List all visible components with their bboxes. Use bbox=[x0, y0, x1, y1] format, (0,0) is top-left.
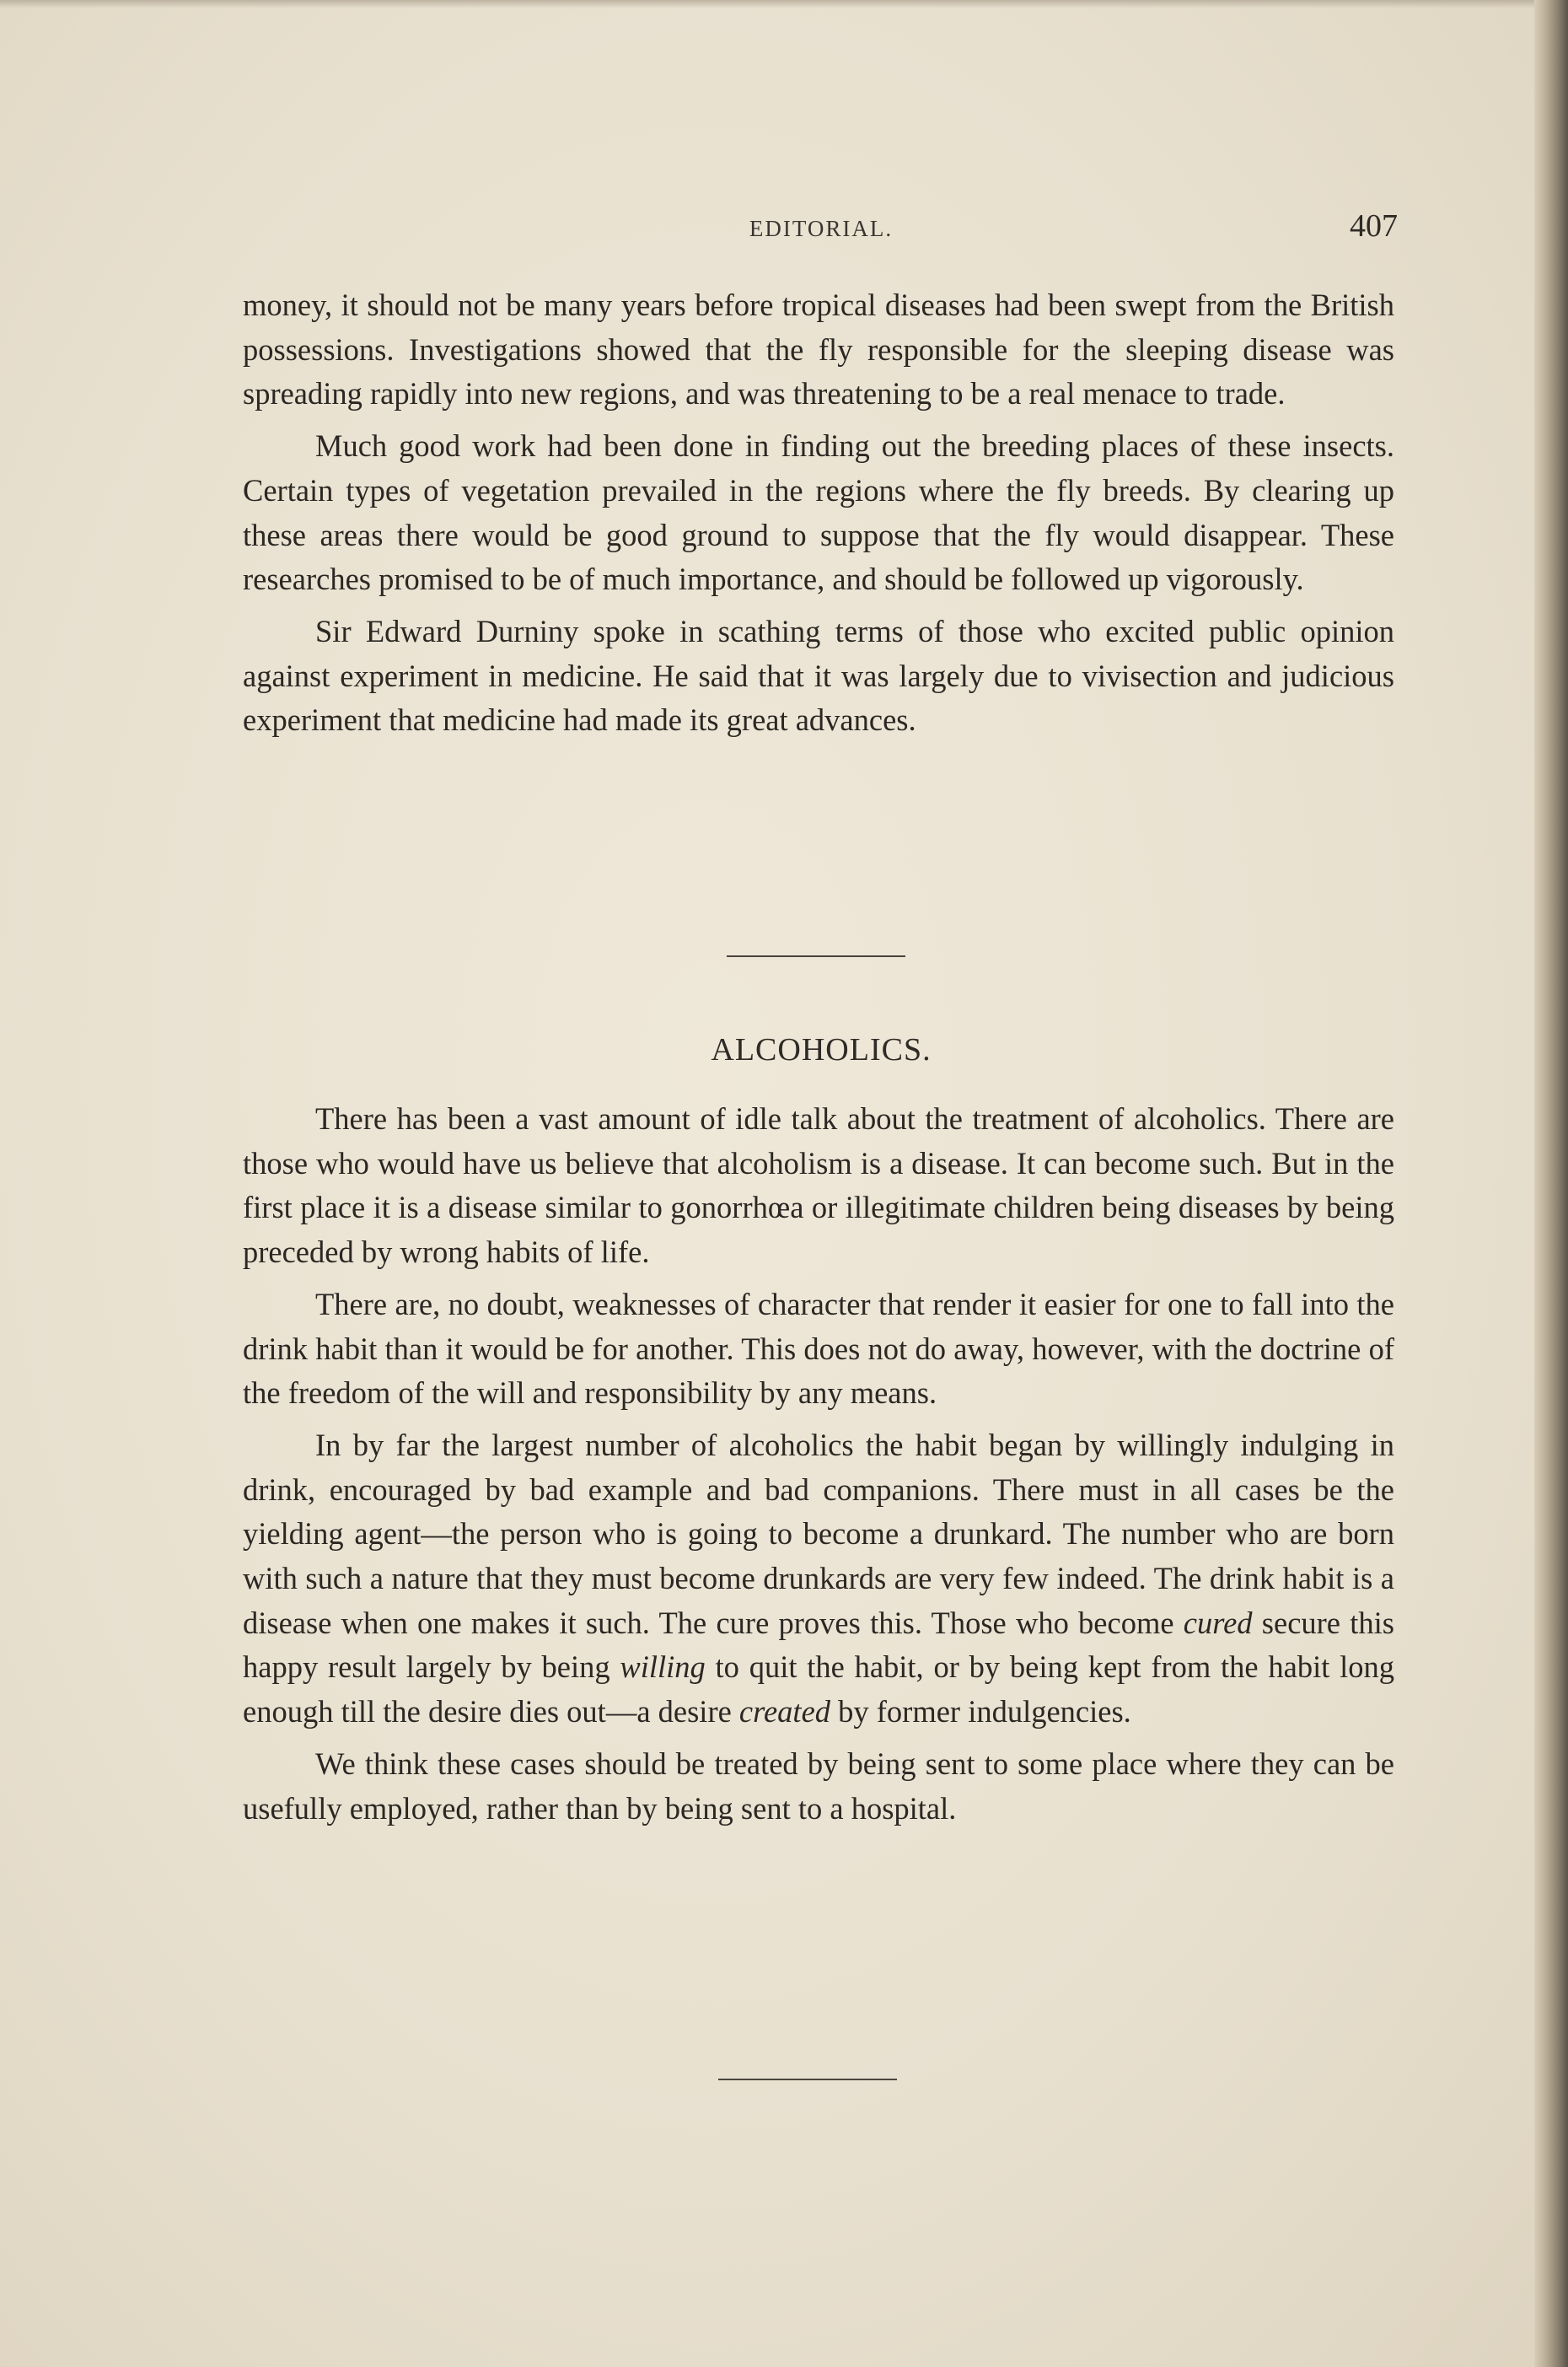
paragraph-text: to quit the habit, or by being kept from the habit long enough till the desire dies out—a desire bbox=[243, 1649, 1395, 1730]
emphasis-word: willing bbox=[620, 1649, 706, 1685]
emphasis-word: created bbox=[738, 1694, 831, 1730]
page-number: 407 bbox=[1350, 208, 1398, 244]
emphasis-word: cured bbox=[1183, 1605, 1253, 1640]
book-binding-edge bbox=[1534, 0, 1568, 2367]
paragraph: There are, no doubt, weaknesses of character that render it easier for one to fall into the drink habit than it would be for another. This does not do away, however, with the doctrine of the freedom of the will and responsibility by any means. bbox=[243, 1286, 1394, 1411]
section-title: ALCOHOLICS. bbox=[711, 1032, 932, 1068]
paragraph: Much good work had been done in finding out the breeding places of these insects. Certain types of vegetation prevailed in the regions where the fly breeds. By clearing up these areas there would be good ground to suppose that the fly would disappear. These researches promised to be of much importance, and should be followed up vigorously. bbox=[243, 428, 1394, 597]
paragraph-text: secure this happy result largely by being bbox=[243, 1605, 1394, 1685]
page-top-edge bbox=[0, 0, 1568, 8]
alcoholics-article bbox=[243, 1097, 1394, 1831]
page-header bbox=[244, 207, 1398, 250]
running-head: EDITORIAL. bbox=[749, 216, 894, 241]
section-divider bbox=[718, 2079, 897, 2080]
paragraph: Sir Edward Durniny spoke in scathing terms of those who excited public opinion against experiment in medicine. He said that it was largely due to vivisection and judicious experiment that medicine had made its great advances. bbox=[243, 613, 1394, 738]
editorial-continuation bbox=[243, 283, 1394, 743]
section-divider bbox=[727, 955, 905, 957]
paragraph: There has been a vast amount of idle talk about the treatment of alcoholics. There are those who would have us believe that alcoholism is a disease. It can become such. But in the first place it is a disease similar to gonorrhœa or illegitimate children being diseases by being preceded by wrong habits of life. bbox=[243, 1101, 1394, 1270]
paragraph: money, it should not be many years before tropical diseases had been swept from the British possessions. Investigations showed that the fly responsible for the sleeping disease was spreading rapidly into new regions, and was threatening to be a real menace to trade. bbox=[243, 288, 1394, 412]
paragraph: We think these cases should be treated by being sent to some place where they can be usefully employed, rather than by being sent to a hospital. bbox=[243, 1746, 1394, 1826]
paragraph bbox=[243, 1423, 1394, 1735]
paragraph-text: In by far the largest number of alcoholics the habit began by willingly indulging in drink, encouraged by bad example and bad companions. There must in all cases be the yielding agent—the person who is going to become a drunkard. The number who are born with such a nature that they must become drunkards are very few indeed. The drink habit is a disease when one makes it such. The cure proves this. Those who become bbox=[243, 1427, 1394, 1640]
paragraph-text: by former indulgencies. bbox=[830, 1694, 1131, 1730]
